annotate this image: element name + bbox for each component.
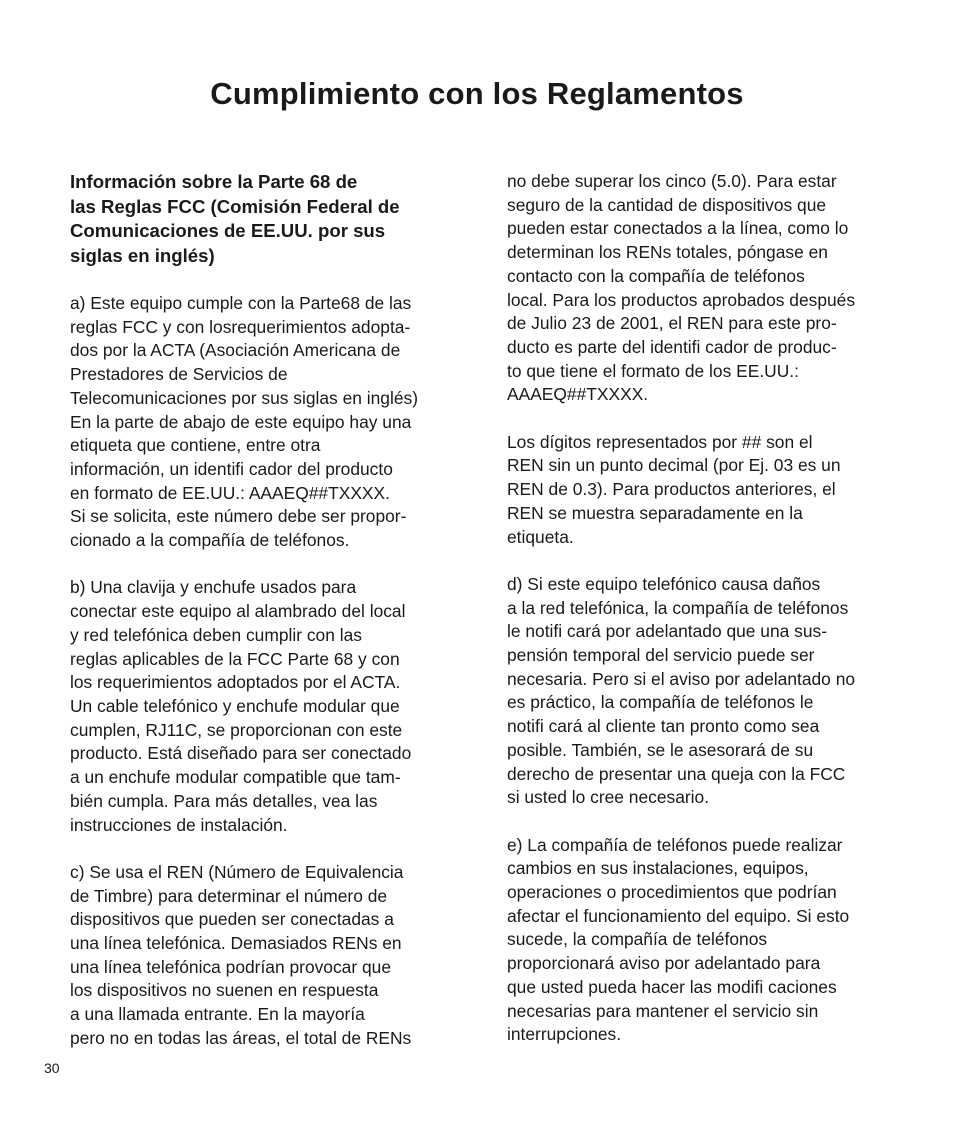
heading-line: Comunicaciones de EE.UU. por sus [70,220,386,242]
text-line: a) Este equipo cumple con la Parte68 de las [70,293,412,314]
section-heading [70,170,452,268]
text-line: dos por la ACTA (Asociación Americana de [70,340,401,361]
text-line: seguro de la cantidad de dispositivos que [507,194,827,215]
text-line: conectar este equipo al alambrado del local [70,601,406,622]
right-column [507,170,889,1047]
text-line: pueden estar conectados a la línea, como lo [507,218,849,239]
paragraph-e [507,834,889,1047]
text-line: si usted lo cree necesario. [507,787,710,808]
text-line: afectar el funcionamiento del equipo. Si esto [507,905,850,926]
text-line: bién cumpla. Para más detalles, vea las [70,790,378,811]
text-line: c) Se usa el REN (Número de Equivalencia [70,861,404,882]
text-line: AAAEQ##TXXXX. [507,384,649,405]
text-line: etiqueta que contiene, entre otra [70,435,321,456]
paragraph-c [70,861,452,1051]
paragraph-a [70,292,452,553]
text-line: notifi cará al cliente tan pronto como sea [507,716,820,737]
text-line: reglas aplicables de la FCC Parte 68 y con [70,648,400,669]
text-line: los dispositivos no suenen en respuesta [70,980,379,1001]
text-line: cionado a la compañía de teléfonos. [70,530,350,551]
text-line: b) Una clavija y enchufe usados para [70,577,357,598]
text-line: los requerimientos adoptados por el ACTA. [70,672,401,693]
paragraph-d [507,573,889,810]
text-line: no debe superar los cinco (5.0). Para estar [507,171,837,191]
text-line: ducto es parte del identifi cador de produc- [507,336,837,357]
heading-line: las Reglas FCC (Comisión Federal de [70,195,400,217]
text-line: pero no en todas las áreas, el total de RENs [70,1027,412,1048]
text-line: una línea telefónica podrían provocar que [70,956,391,977]
text-line: instrucciones de instalación. [70,814,288,835]
text-line: derecho de presentar una queja con la FCC [507,763,846,784]
text-line: contacto con la compañía de teléfonos [507,265,805,286]
text-line: Prestadores de Servicios de [70,364,288,385]
paragraph-b [70,576,452,837]
left-column [70,170,452,1051]
text-line: Un cable telefónico y enchufe modular que [70,696,400,716]
text-line: necesaria. Pero si el aviso por adelantado no [507,668,856,689]
text-line: operaciones o procedimientos que podrían [507,882,837,903]
text-line: proporcionará aviso por adelantado para [507,953,821,974]
heading-line: Información sobre la Parte 68 de [70,171,358,192]
text-line: REN se muestra separadamente en la [507,502,803,523]
text-line: etiqueta. [507,526,574,547]
text-line: producto. Está diseñado para ser conectado [70,743,412,764]
paragraph-c-continued [507,170,889,407]
heading-line: siglas en inglés) [70,244,215,266]
text-line: en formato de EE.UU.: AAAEQ##TXXXX. [70,482,390,503]
text-line: de Julio 23 de 2001, el REN para este pro- [507,313,837,334]
text-line: a una llamada entrante. En la mayoría [70,1004,365,1025]
text-line: determinan los RENs totales, póngase en [507,242,828,263]
text-line: reglas FCC y con losrequerimientos adopta- [70,316,411,337]
text-line: cumplen, RJ11C, se proporcionan con este [70,719,403,740]
text-line: dispositivos que pueden ser conectadas a [70,909,394,930]
paragraph-digits [507,431,889,550]
text-line: que usted pueda hacer las modifi caciones [507,976,837,997]
text-line: le notifi cará por adelantado que una sus- [507,621,828,642]
text-line: posible. También, se le asesorará de su [507,739,814,760]
text-line: d) Si este equipo telefónico causa daños [507,573,821,594]
text-line: a un enchufe modular compatible que tam- [70,767,401,788]
text-line: local. Para los productos aprobados después [507,289,856,310]
text-line: En la parte de abajo de este equipo hay una [70,411,412,432]
text-line: información, un identifi cador del producto [70,458,393,479]
text-line: REN de 0.3). Para productos anteriores, el [507,479,836,500]
page-number: 30 [44,1060,60,1076]
page-title: Cumplimiento con los Reglamentos [210,76,744,111]
text-line: a la red telefónica, la compañía de teléfonos [507,597,849,618]
text-line: y red telefónica deben cumplir con las [70,624,362,645]
text-line: REN sin un punto decimal (por Ej. 03 es un [507,455,841,476]
text-line: Los dígitos representados por ## son el [507,431,813,452]
text-line: Si se solicita, este número debe ser propor- [70,506,407,527]
text-line: cambios en sus instalaciones, equipos, [507,858,809,879]
text-line: es práctico, la compañía de teléfonos le [507,692,814,713]
text-line: necesarias para mantener el servicio sin [507,1000,819,1021]
text-line: interrupciones. [507,1024,622,1045]
text-line: de Timbre) para determinar el número de [70,885,388,906]
text-line: to que tiene el formato de los EE.UU.: [507,360,799,381]
text-line: pensión temporal del servicio puede ser [507,645,815,666]
text-line: Telecomunicaciones por sus siglas en inglés) [70,387,418,408]
text-line: sucede, la compañía de teléfonos [507,929,768,950]
text-line: una línea telefónica. Demasiados RENs en [70,933,402,954]
text-line: e) La compañía de teléfonos puede realizar [507,834,843,855]
